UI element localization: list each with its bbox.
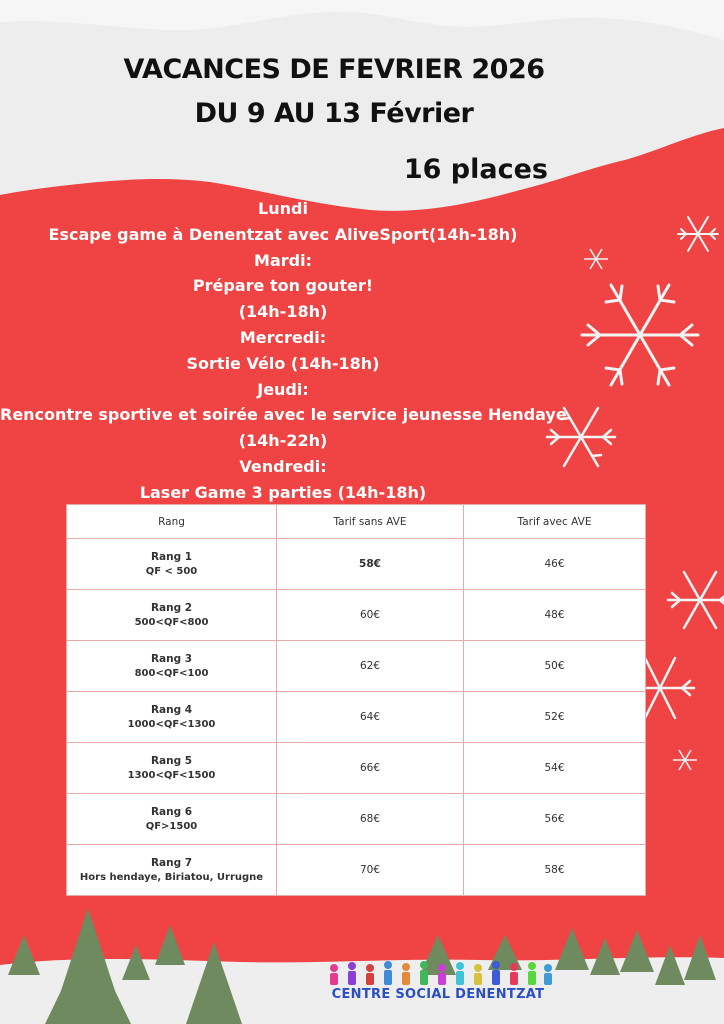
table-row: [67, 692, 646, 743]
rank-cell: [67, 794, 277, 845]
table-row: [67, 590, 646, 641]
rank-qf-range: 1000<QF<1300: [127, 719, 216, 730]
column-header-tarif-avec-ave: Tarif avec AVE: [464, 505, 646, 539]
schedule-activity: Sortie Vélo (14h-18h): [186, 353, 380, 373]
schedule-day-label: Vendredi:: [239, 456, 327, 476]
schedule-activity: Prépare ton gouter!: [192, 276, 374, 296]
weekly-schedule: [0, 196, 566, 506]
rank-name: Rang 7: [150, 857, 193, 869]
snowflake-icon: [673, 750, 697, 770]
rank-name: Rang 3: [150, 653, 193, 665]
schedule-activity-time: (14h-18h): [238, 302, 328, 322]
rank-cell: [67, 845, 277, 896]
rank-qf-range: 800<QF<100: [134, 668, 209, 679]
schedule-day-label: Mercredi:: [239, 327, 327, 347]
price-without-ave: 62€: [277, 641, 464, 692]
price-without-ave: 58€: [277, 539, 464, 590]
table-header-row: [67, 505, 646, 539]
price-with-ave: 52€: [464, 692, 646, 743]
rank-qf-range: QF>1500: [145, 821, 198, 832]
schedule-day-label: Mardi:: [254, 250, 312, 270]
column-header-rang: Rang: [67, 505, 277, 539]
price-without-ave: 64€: [277, 692, 464, 743]
schedule-day-label: Lundi: [258, 199, 308, 218]
rank-name: Rang 6: [150, 806, 193, 818]
price-without-ave: 60€: [277, 590, 464, 641]
rank-cell: [67, 692, 277, 743]
price-with-ave: 54€: [464, 743, 646, 794]
rank-name: Rang 5: [150, 755, 193, 767]
price-without-ave: 70€: [277, 845, 464, 896]
rank-qf-range: 1300<QF<1500: [127, 770, 216, 781]
snowflake-icon: [584, 249, 608, 269]
schedule-activity: Laser Game 3 parties (14h-18h): [139, 482, 427, 502]
pricing-table: [66, 504, 646, 896]
centre-social-logo-text: CENTRE SOCIAL DENENTZAT: [331, 987, 545, 1002]
rank-qf-range: Hors hendaye, Biriatou, Urrugne: [79, 872, 264, 883]
rank-qf-range: QF < 500: [145, 566, 198, 577]
rank-cell: [67, 743, 277, 794]
rank-name: Rang 2: [150, 602, 193, 614]
snowflake-icon: [582, 285, 698, 385]
column-header-tarif-sans-ave: Tarif sans AVE: [277, 505, 464, 539]
price-without-ave: 68€: [277, 794, 464, 845]
snowflake-icon: [668, 572, 724, 628]
price-with-ave: 58€: [464, 845, 646, 896]
rank-name: Rang 4: [150, 704, 193, 716]
rank-cell: [67, 539, 277, 590]
page-title: VACANCES DE FEVRIER 2026: [123, 54, 545, 85]
schedule-activity-time: (14h-22h): [238, 431, 328, 451]
snowflake-icon: [678, 217, 718, 251]
table-row: [67, 794, 646, 845]
table-row: [67, 743, 646, 794]
table-row: [67, 539, 646, 590]
price-with-ave: 46€: [464, 539, 646, 590]
schedule-activity: Escape game à Denentzat avec AliveSport(14h-18h): [48, 224, 518, 244]
price-with-ave: 48€: [464, 590, 646, 641]
schedule-activity: Rencontre sportive et soirée avec le service jeunesse Hendaye: [0, 405, 567, 425]
price-with-ave: 56€: [464, 794, 646, 845]
rank-cell: [67, 641, 277, 692]
table-row: [67, 845, 646, 896]
rank-name: Rang 1: [150, 551, 193, 563]
schedule-day-label: Jeudi:: [257, 379, 309, 399]
page-subtitle-dates: DU 9 AU 13 Février: [194, 98, 474, 129]
table-row: [67, 641, 646, 692]
rank-cell: [67, 590, 277, 641]
places-count: 16 places: [403, 154, 548, 185]
price-without-ave: 66€: [277, 743, 464, 794]
price-with-ave: 50€: [464, 641, 646, 692]
rank-qf-range: 500<QF<800: [134, 617, 209, 628]
